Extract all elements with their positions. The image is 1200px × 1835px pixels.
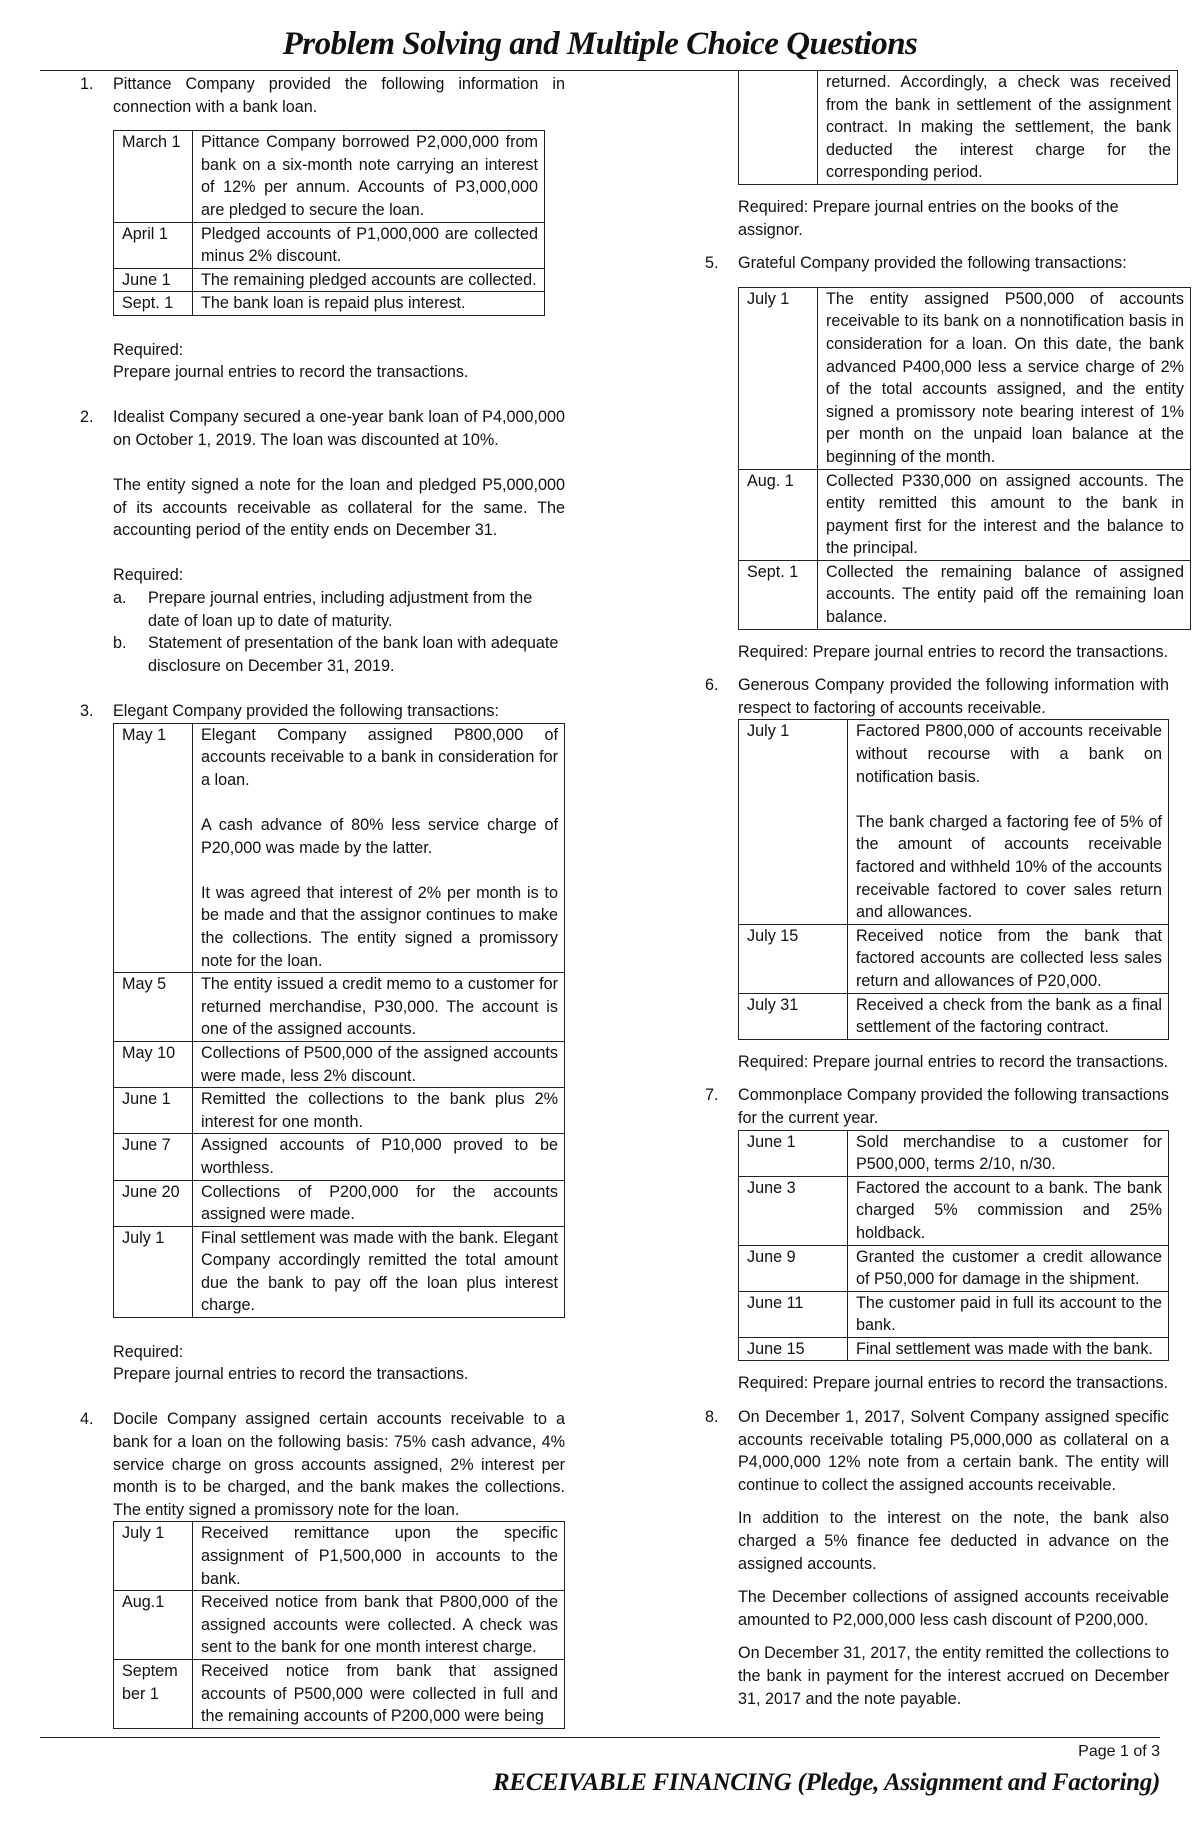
- date-cell: [739, 71, 818, 185]
- table-row: [114, 1522, 565, 1591]
- text-cell: Collections of P500,000 of the assigned accounts were made, less 2% discount.: [193, 1041, 565, 1087]
- problem-3: [80, 700, 565, 1386]
- date-cell: Septem ber 1: [114, 1659, 193, 1728]
- date-cell: Aug.1: [114, 1591, 193, 1660]
- item-letter: a.: [113, 589, 127, 608]
- date-cell: July 31: [739, 993, 848, 1039]
- text-cell: The customer paid in full its account to the bank.: [848, 1291, 1169, 1337]
- cell-paragraph: A cash advance of 80% less service charge of P20,000 was made by the latter.: [201, 816, 558, 857]
- page-number: Page 1 of 3: [1078, 1743, 1160, 1760]
- cell-paragraph: Factored P800,000 of accounts receivable without recourse with a bank on notification basis.: [856, 722, 1162, 786]
- date-cell: June 7: [114, 1134, 193, 1180]
- table-row: [739, 720, 1169, 924]
- cell-paragraph: Elegant Company assigned P800,000 of accounts receivable to a bank in consideration for a loan.: [201, 725, 558, 789]
- problem-4: [80, 1408, 565, 1728]
- text-cell: [848, 720, 1169, 924]
- required-text: Prepare journal entries to record the transactions.: [113, 1365, 469, 1384]
- table-row: [114, 973, 565, 1042]
- table-row: [739, 924, 1169, 993]
- problem-number: 3.: [80, 702, 94, 721]
- table-row: [739, 71, 1178, 185]
- text-cell: Pittance Company borrowed P2,000,000 from bank on a six-month note carrying an interest of 12% per annum. Accounts of P3,000,000 are pledged to secure the loan.: [193, 131, 545, 222]
- table-row: [114, 1041, 565, 1087]
- date-cell: Aug. 1: [739, 469, 818, 560]
- text-cell: Sold merchandise to a customer for P500,000, terms 2/10, n/30.: [848, 1130, 1169, 1176]
- cell-paragraph: It was agreed that interest of 2% per month is to be made and that the assignor continues to make the collections. The entity signed a promissory note for the loan.: [201, 883, 558, 970]
- page-title: Problem Solving and Multiple Choice Questions: [282, 26, 918, 62]
- date-cell: June 20: [114, 1180, 193, 1226]
- problem-paragraph: On December 1, 2017, Solvent Company assigned specific accounts receivable totaling P5,000,000 as collateral on a P4,000,000 12% note from a certain bank. The entity will continue to collect the assigned accounts receivable.: [738, 1408, 1169, 1494]
- table-row: [114, 292, 545, 316]
- table-row: [114, 1088, 565, 1134]
- problem-1: [80, 73, 565, 384]
- transactions-table: [113, 1521, 565, 1728]
- date-cell: June 15: [739, 1337, 848, 1361]
- right-column: [705, 73, 1184, 1710]
- table-row: [739, 469, 1191, 560]
- table-row: [739, 287, 1191, 469]
- problem-number: 4.: [80, 1410, 94, 1429]
- transactions-table: [738, 1130, 1169, 1362]
- table-row: [114, 1226, 565, 1317]
- text-cell: Collected the remaining balance of assigned accounts. The entity paid off the remaining loan balance.: [818, 560, 1191, 629]
- text-cell: returned. Accordingly, a check was received from the bank in settlement of the assignment contract. In making the settlement, the bank deducted the interest charge for the corresponding period.: [818, 71, 1178, 185]
- required-text: Prepare journal entries to record the transactions.: [113, 363, 469, 382]
- problem-4-continued: [705, 73, 1169, 241]
- transactions-table: [113, 723, 565, 1318]
- table-row: [114, 268, 545, 292]
- table-row: [114, 1591, 565, 1660]
- table-row: [739, 560, 1191, 629]
- date-cell: July 1: [739, 720, 848, 924]
- text-cell: Remitted the collections to the bank plus 2% interest for one month.: [193, 1088, 565, 1134]
- required-text: Required: Prepare journal entries to record the transactions.: [738, 1052, 1169, 1071]
- date-cell: May 1: [114, 723, 193, 973]
- text-cell: [193, 723, 565, 973]
- problem-6: [705, 674, 1169, 1073]
- footer-rule: [40, 1737, 1160, 1738]
- text-cell: Collected P330,000 on assigned accounts. The entity remitted this amount to the bank in payment first for the interest and the balance to the principal.: [818, 469, 1191, 560]
- table-row: [739, 1337, 1169, 1361]
- problem-number: 2.: [80, 408, 94, 427]
- date-cell: June 1: [739, 1130, 848, 1176]
- text-cell: Pledged accounts of P1,000,000 are collected minus 2% discount.: [193, 222, 545, 268]
- problem-intro: Pittance Company provided the following information in connection with a bank loan.: [113, 75, 565, 116]
- table-row: [739, 1291, 1169, 1337]
- problem-intro: Docile Company assigned certain accounts receivable to a bank for a loan on the following basis: 75% cash advance, 4% service charge on gross accounts assigned, 2% interest per month is to be charged, and the bank makes the collections. The entity signed a promissory note for the loan.: [113, 1410, 565, 1519]
- text-cell: Granted the customer a credit allowance of P50,000 for damage in the shipment.: [848, 1245, 1169, 1291]
- date-cell: July 15: [739, 924, 848, 993]
- text-cell: Assigned accounts of P10,000 proved to be worthless.: [193, 1134, 565, 1180]
- item-letter: b.: [113, 634, 127, 653]
- problem-number: 6.: [705, 676, 719, 695]
- date-cell: June 1: [114, 268, 193, 292]
- problem-paragraph: The December collections of assigned accounts receivable amounted to P2,000,000 less cash discount of P200,000.: [738, 1588, 1169, 1629]
- table-row: [114, 1180, 565, 1226]
- table-row: [114, 131, 545, 222]
- problem-intro: Elegant Company provided the following transactions:: [113, 702, 500, 721]
- problem-number: 8.: [705, 1408, 719, 1427]
- problem-5: [705, 252, 1184, 663]
- text-cell: Final settlement was made with the bank.: [848, 1337, 1169, 1361]
- table-row: [114, 222, 545, 268]
- problem-intro: Grateful Company provided the following transactions:: [738, 254, 1127, 273]
- date-cell: June 11: [739, 1291, 848, 1337]
- transactions-table: [113, 130, 545, 316]
- date-cell: May 5: [114, 973, 193, 1042]
- problem-2: [80, 406, 565, 677]
- required-label: Required:: [113, 566, 184, 585]
- item-text: Statement of presentation of the bank loan with adequate disclosure on December 31, 2019.: [148, 634, 559, 675]
- problem-paragraph: On December 31, 2017, the entity remitted the collections to the bank in payment for the interest accrued on December 31, 2017 and the note payable.: [738, 1644, 1170, 1708]
- problem-8: [705, 1406, 1169, 1710]
- problem-paragraph: In addition to the interest on the note, the bank also charged a 5% finance fee deducted in advance on the assigned accounts.: [738, 1509, 1169, 1573]
- date-cell: July 1: [114, 1226, 193, 1317]
- date-cell: June 3: [739, 1176, 848, 1245]
- table-row: [114, 1134, 565, 1180]
- problem-number: 1.: [80, 75, 94, 93]
- problem-number: 5.: [705, 254, 719, 273]
- problem-paragraph: Idealist Company secured a one-year bank loan of P4,000,000 on October 1, 2019. The loan was discounted at 10%.: [113, 408, 565, 449]
- text-cell: Received notice from the bank that factored accounts are collected less sales return and allowances of P20,000.: [848, 924, 1169, 993]
- text-cell: The entity assigned P500,000 of accounts receivable to its bank on a nonnotification basis in consideration for a loan. On this date, the bank advanced P400,000 less a service charge of 2% of the total accounts assigned, and the entity signed a promissory note bearing interest of 1% per month on the unpaid loan balance at the beginning of the month.: [818, 287, 1191, 469]
- table-row: [739, 1245, 1169, 1291]
- problem-number: 7.: [705, 1086, 719, 1105]
- problem-intro: Commonplace Company provided the following transactions for the current year.: [738, 1086, 1169, 1127]
- table-row: [114, 1659, 565, 1728]
- footer-topic: RECEIVABLE FINANCING (Pledge, Assignment and Factoring): [493, 1769, 1160, 1796]
- transactions-table: [738, 719, 1169, 1039]
- date-cell: Sept. 1: [114, 292, 193, 316]
- date-cell: July 1: [739, 287, 818, 469]
- left-column: [80, 73, 565, 1729]
- required-label: Required:: [113, 340, 184, 359]
- text-cell: Received notice from bank that assigned accounts of P500,000 were collected in full and the remaining accounts of P200,000 were being: [193, 1659, 565, 1728]
- date-cell: April 1: [114, 222, 193, 268]
- date-cell: Sept. 1: [739, 560, 818, 629]
- date-cell: March 1: [114, 131, 193, 222]
- required-text: Required: Prepare journal entries to record the transactions.: [738, 642, 1169, 661]
- required-item: [113, 632, 565, 677]
- text-cell: Final settlement was made with the bank. Elegant Company accordingly remitted the total amount due the bank to pay off the loan plus interest charge.: [193, 1226, 565, 1317]
- text-cell: Received a check from the bank as a final settlement of the factoring contract.: [848, 993, 1169, 1039]
- text-cell: The bank loan is repaid plus interest.: [193, 292, 545, 316]
- required-label: Required:: [113, 1342, 184, 1361]
- transactions-table-continued: [738, 70, 1178, 185]
- date-cell: June 1: [114, 1088, 193, 1134]
- problem-intro: Generous Company provided the following information with respect to factoring of accounts receivable.: [738, 676, 1169, 717]
- required-text: Required: Prepare journal entries to record the transactions.: [738, 1374, 1169, 1393]
- date-cell: June 9: [739, 1245, 848, 1291]
- text-cell: The entity issued a credit memo to a customer for returned merchandise, P30,000. The account is one of the assigned accounts.: [193, 973, 565, 1042]
- item-text: Prepare journal entries, including adjustment from the date of loan up to date of maturity.: [148, 589, 533, 630]
- problem-7: [705, 1084, 1169, 1395]
- text-cell: Factored the account to a bank. The bank charged 5% commission and 25% holdback.: [848, 1176, 1169, 1245]
- text-cell: Received remittance upon the specific assignment of P1,500,000 in accounts to the bank.: [193, 1522, 565, 1591]
- table-row: [114, 723, 565, 973]
- text-cell: Collections of P200,000 for the accounts assigned were made.: [193, 1180, 565, 1226]
- transactions-table: [738, 287, 1191, 630]
- required-item: [113, 587, 565, 632]
- text-cell: Received notice from bank that P800,000 of the assigned accounts were collected. A check was sent to the bank for one month interest charge.: [193, 1591, 565, 1660]
- date-cell: May 10: [114, 1041, 193, 1087]
- text-cell: The remaining pledged accounts are collected.: [193, 268, 545, 292]
- table-row: [739, 1176, 1169, 1245]
- date-cell: July 1: [114, 1522, 193, 1591]
- required-text: Required: Prepare journal entries on the books of the assignor.: [738, 197, 1119, 239]
- problem-paragraph: The entity signed a note for the loan and pledged P5,000,000 of its accounts receivable as collateral for the same. The accounting period of the entity ends on December 31.: [113, 476, 565, 540]
- cell-paragraph: The bank charged a factoring fee of 5% of the amount of accounts receivable factored and withheld 10% of the accounts receivable factored to cover sales return and allowances.: [856, 812, 1162, 922]
- table-row: [739, 993, 1169, 1039]
- table-row: [739, 1130, 1169, 1176]
